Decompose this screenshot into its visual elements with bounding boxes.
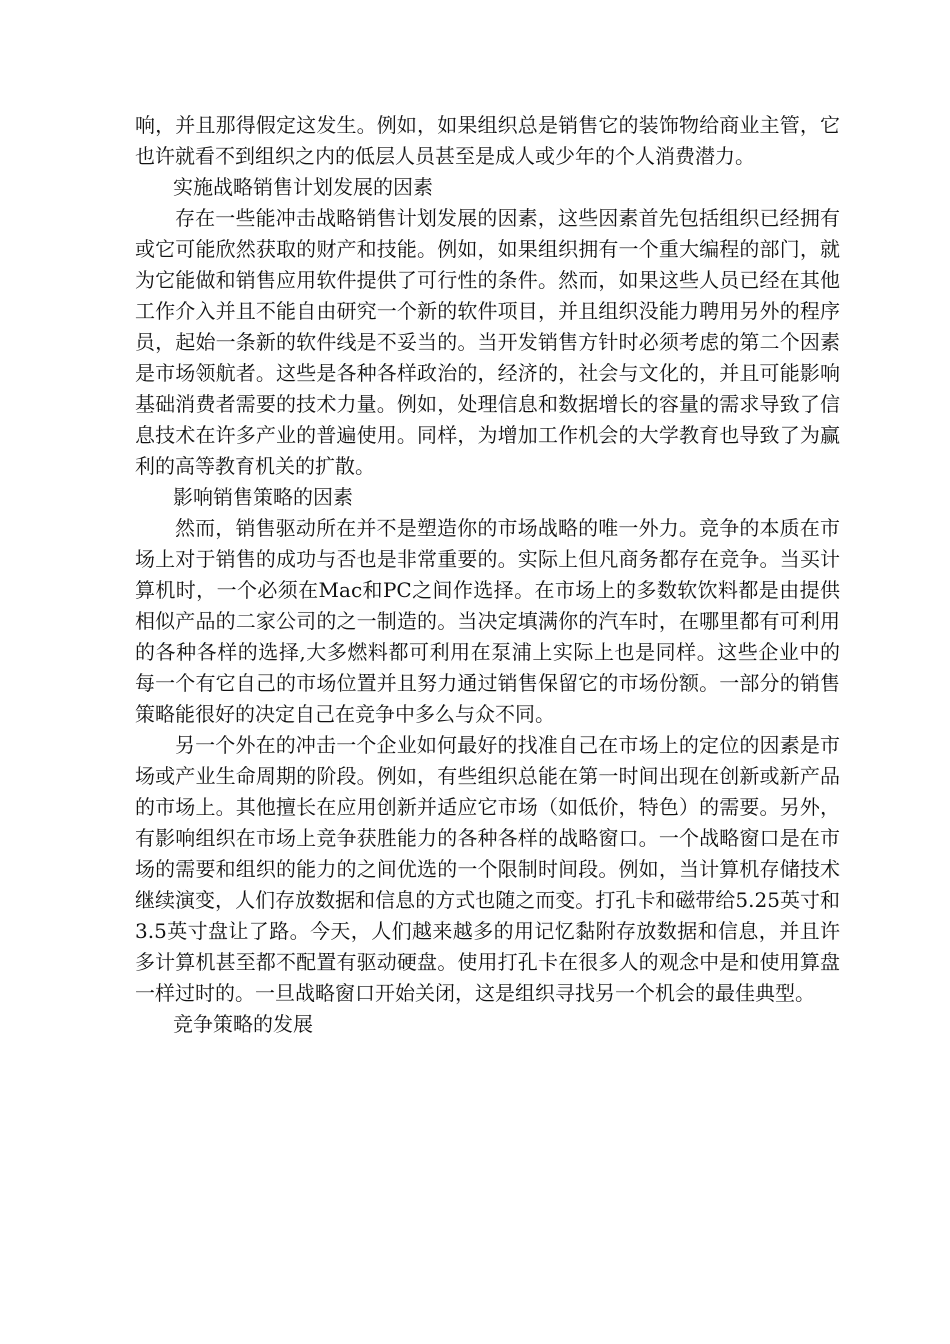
section-heading-strategic-plan-factors: 实施战略销售计划发展的因素 bbox=[173, 175, 433, 199]
paragraph-lifecycle-strategic-window: 另一个外在的冲击一个企业如何最好的找准自己在市场上的定位的因素是市场或产业生命周期的阶段。例如，有些组织总能在第一时间出现在创新或新产品的市场上。其他擅长在应用创新并适应它市场（如低价，特色）的需要。另外，有影响组织在市场上竞争获胜能力的各种各样的战略窗口。一个战略窗口是在市场的需要和组织的能力的之间优选的一个限制时间段。例如，当计算机存储技术继续演变，人们存放数据和信息的方式也随之而变。打孔卡和磁带给5.25英寸和3.5英寸盘让了路。今天，人们越来越多的用记忆黏附存放数据和信息，并且许多计算机甚至都不配置有驱动硬盘。使用打孔卡在很多人的观念中是和使用算盘一样过时的。一旦战略窗口开始关闭，这是组织寻找另一个机会的最佳典型。 bbox=[135, 733, 840, 1005]
document-body bbox=[135, 110, 840, 1040]
section-heading-competitive-strategy: 竞争策略的发展 bbox=[173, 1012, 313, 1036]
section-heading-sales-strategy-factors: 影响销售策略的因素 bbox=[173, 485, 353, 509]
paragraph-strategic-plan-factors: 存在一些能冲击战略销售计划发展的因素，这些因素首先包括组织已经拥有或它可能欣然获取的财产和技能。例如，如果组织拥有一个重大编程的部门，就为它能做和销售应用软件提供了可行性的条件。然而，如果这些人员已经在其他工作介入并且不能自由研究一个新的软件项目，并且组织没能力聘用另外的程序员，起始一条新的软件线是不妥当的。当开发销售方针时必须考虑的第二个因素是市场领航者。这些是各种各样政治的，经济的，社会与文化的，并且可能影响基础消费者需要的技术力量。例如，处理信息和数据增长的容量的需求导致了信息技术在许多产业的普遍使用。同样，为增加工作机会的大学教育也导致了为赢利的高等教育机关的扩散。 bbox=[135, 206, 840, 478]
paragraph-competition: 然而，销售驱动所在并不是塑造你的市场战略的唯一外力。竞争的本质在市场上对于销售的成功与否也是非常重要的。实际上但凡商务都存在竞争。当买计算机时，一个必须在Mac和PC之间作选择。在市场上的多数软饮料都是由提供相似产品的二家公司的之一制造的。当决定填满你的汽车时，在哪里都有可利用的各种各样的选择,大多燃料都可利用在泵浦上实际上也是同样。这些企业中的每一个有它自己的市场位置并且努力通过销售保留它的市场份额。一部分的销售策略能很好的决定自己在竞争中多么与众不同。 bbox=[135, 516, 840, 726]
paragraph-intro-continuation: 响，并且那得假定这发生。例如，如果组织总是销售它的装饰物给商业主管，它也许就看不到组织之内的低层人员甚至是成人或少年的个人消费潜力。 bbox=[135, 113, 840, 168]
